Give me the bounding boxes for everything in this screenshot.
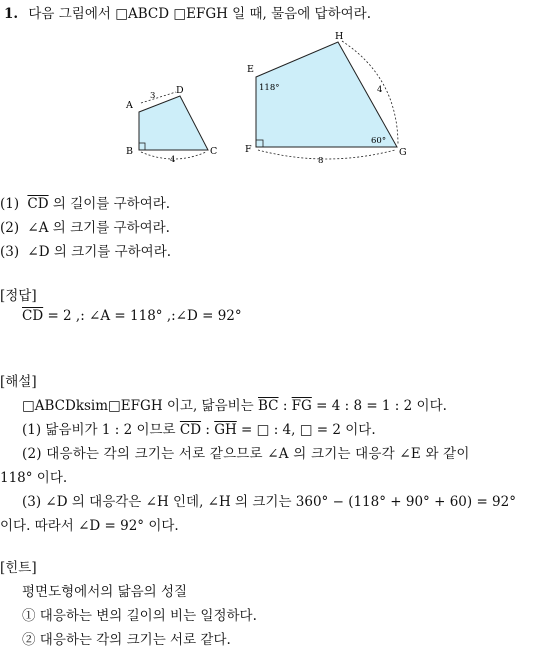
solution-line-1 bbox=[22, 394, 447, 414]
answer-heading: [정답] bbox=[0, 288, 37, 304]
sub-question-1-text: 의 길이를 구하여라. bbox=[48, 196, 171, 212]
segment-fg: $\overline{FG}$ bbox=[291, 398, 312, 414]
side-gh-length: 4 bbox=[377, 85, 383, 95]
vertex-e-label: E bbox=[247, 64, 254, 75]
segment-bc: $\overline{BC}$ bbox=[258, 398, 279, 414]
hint-heading: [힌트] bbox=[0, 560, 37, 576]
sub-question-2-number: (2) bbox=[0, 220, 20, 236]
angle-g-label: 60° bbox=[371, 136, 387, 146]
segment-cd: $\overline{CD}$ bbox=[179, 422, 202, 438]
hint-item-2: ② 대응하는 각의 크기는 서로 같다. bbox=[22, 632, 231, 648]
solution-line-5: (3) ∠D 의 대응각은 ∠H 인데, ∠H 의 크기는 360° − (118° + 90° + 60) = 92° bbox=[22, 494, 516, 510]
vertex-f-label: F bbox=[245, 144, 252, 155]
segment-cd: $\overline{CD}$ bbox=[27, 196, 49, 212]
vertex-b-label: B bbox=[126, 146, 133, 157]
hint-item-1: ① 대응하는 변의 길이의 비는 일정하다. bbox=[22, 608, 257, 624]
solution-line-2 bbox=[22, 418, 376, 438]
answer-values: = 2 ,: ∠A = 118° ,:∠D = 92° bbox=[43, 308, 242, 324]
solution-line-4: 118° 이다. bbox=[0, 470, 68, 486]
ratio-separator: : bbox=[201, 422, 215, 438]
sub-question-3-text: ∠D 의 크기를 구하여라. bbox=[27, 244, 172, 260]
solution-heading: [해설] bbox=[0, 374, 37, 390]
question-prompt: 다음 그림에서 □ABCD □EFGH 일 때, 물음에 답하여라. bbox=[28, 6, 371, 22]
segment-gh: $\overline{GH}$ bbox=[214, 422, 237, 438]
solution-line-6: 이다. 따라서 ∠D = 92° 이다. bbox=[0, 518, 179, 534]
vertex-h-label: H bbox=[335, 31, 344, 42]
sub-question-2 bbox=[0, 216, 170, 236]
quad-efgh bbox=[256, 42, 397, 147]
question-number: 1. bbox=[4, 6, 19, 22]
hint-title: 평면도형에서의 닮음의 성질 bbox=[22, 584, 188, 600]
sub-question-3-number: (3) bbox=[0, 244, 20, 260]
vertex-d-label: D bbox=[176, 85, 184, 96]
answer-segment-cd: $\overline{CD}$ bbox=[22, 308, 44, 324]
sub-question-2-text: ∠A 의 크기를 구하여라. bbox=[27, 220, 170, 236]
vertex-a-label: A bbox=[126, 100, 133, 111]
quad-abcd bbox=[139, 96, 208, 150]
dash-fg bbox=[258, 150, 395, 159]
sub-question-1 bbox=[0, 192, 170, 212]
angle-e-label: 118° bbox=[259, 83, 280, 93]
solution-line-3: (2) 대응하는 각의 크기는 서로 같으므로 ∠A 의 크기는 대응각 ∠E 와 같이 bbox=[22, 446, 470, 462]
solution-line-1-end: = 4 : 8 = 1 : 2 이다. bbox=[311, 398, 447, 414]
vertex-g-label: G bbox=[399, 147, 407, 158]
side-ad-length: 3 bbox=[150, 91, 156, 101]
sub-question-3 bbox=[0, 240, 171, 260]
answer-line bbox=[22, 308, 242, 324]
ratio-separator: : bbox=[278, 398, 292, 414]
solution-line-1-text: □ABCDksim□EFGH 이고, 닮음비는 bbox=[22, 398, 259, 414]
solution-line-2-end: = □ : 4, □ = 2 이다. bbox=[236, 422, 376, 438]
solution-line-2-text: (1) 닮음비가 1 : 2 이므로 bbox=[22, 422, 180, 438]
similar-quadrilaterals-figure bbox=[0, 0, 533, 170]
side-bc-length: 4 bbox=[170, 155, 176, 165]
side-fg-length: 8 bbox=[318, 156, 324, 166]
sub-question-1-number: (1) bbox=[0, 196, 20, 212]
vertex-c-label: C bbox=[210, 146, 218, 157]
